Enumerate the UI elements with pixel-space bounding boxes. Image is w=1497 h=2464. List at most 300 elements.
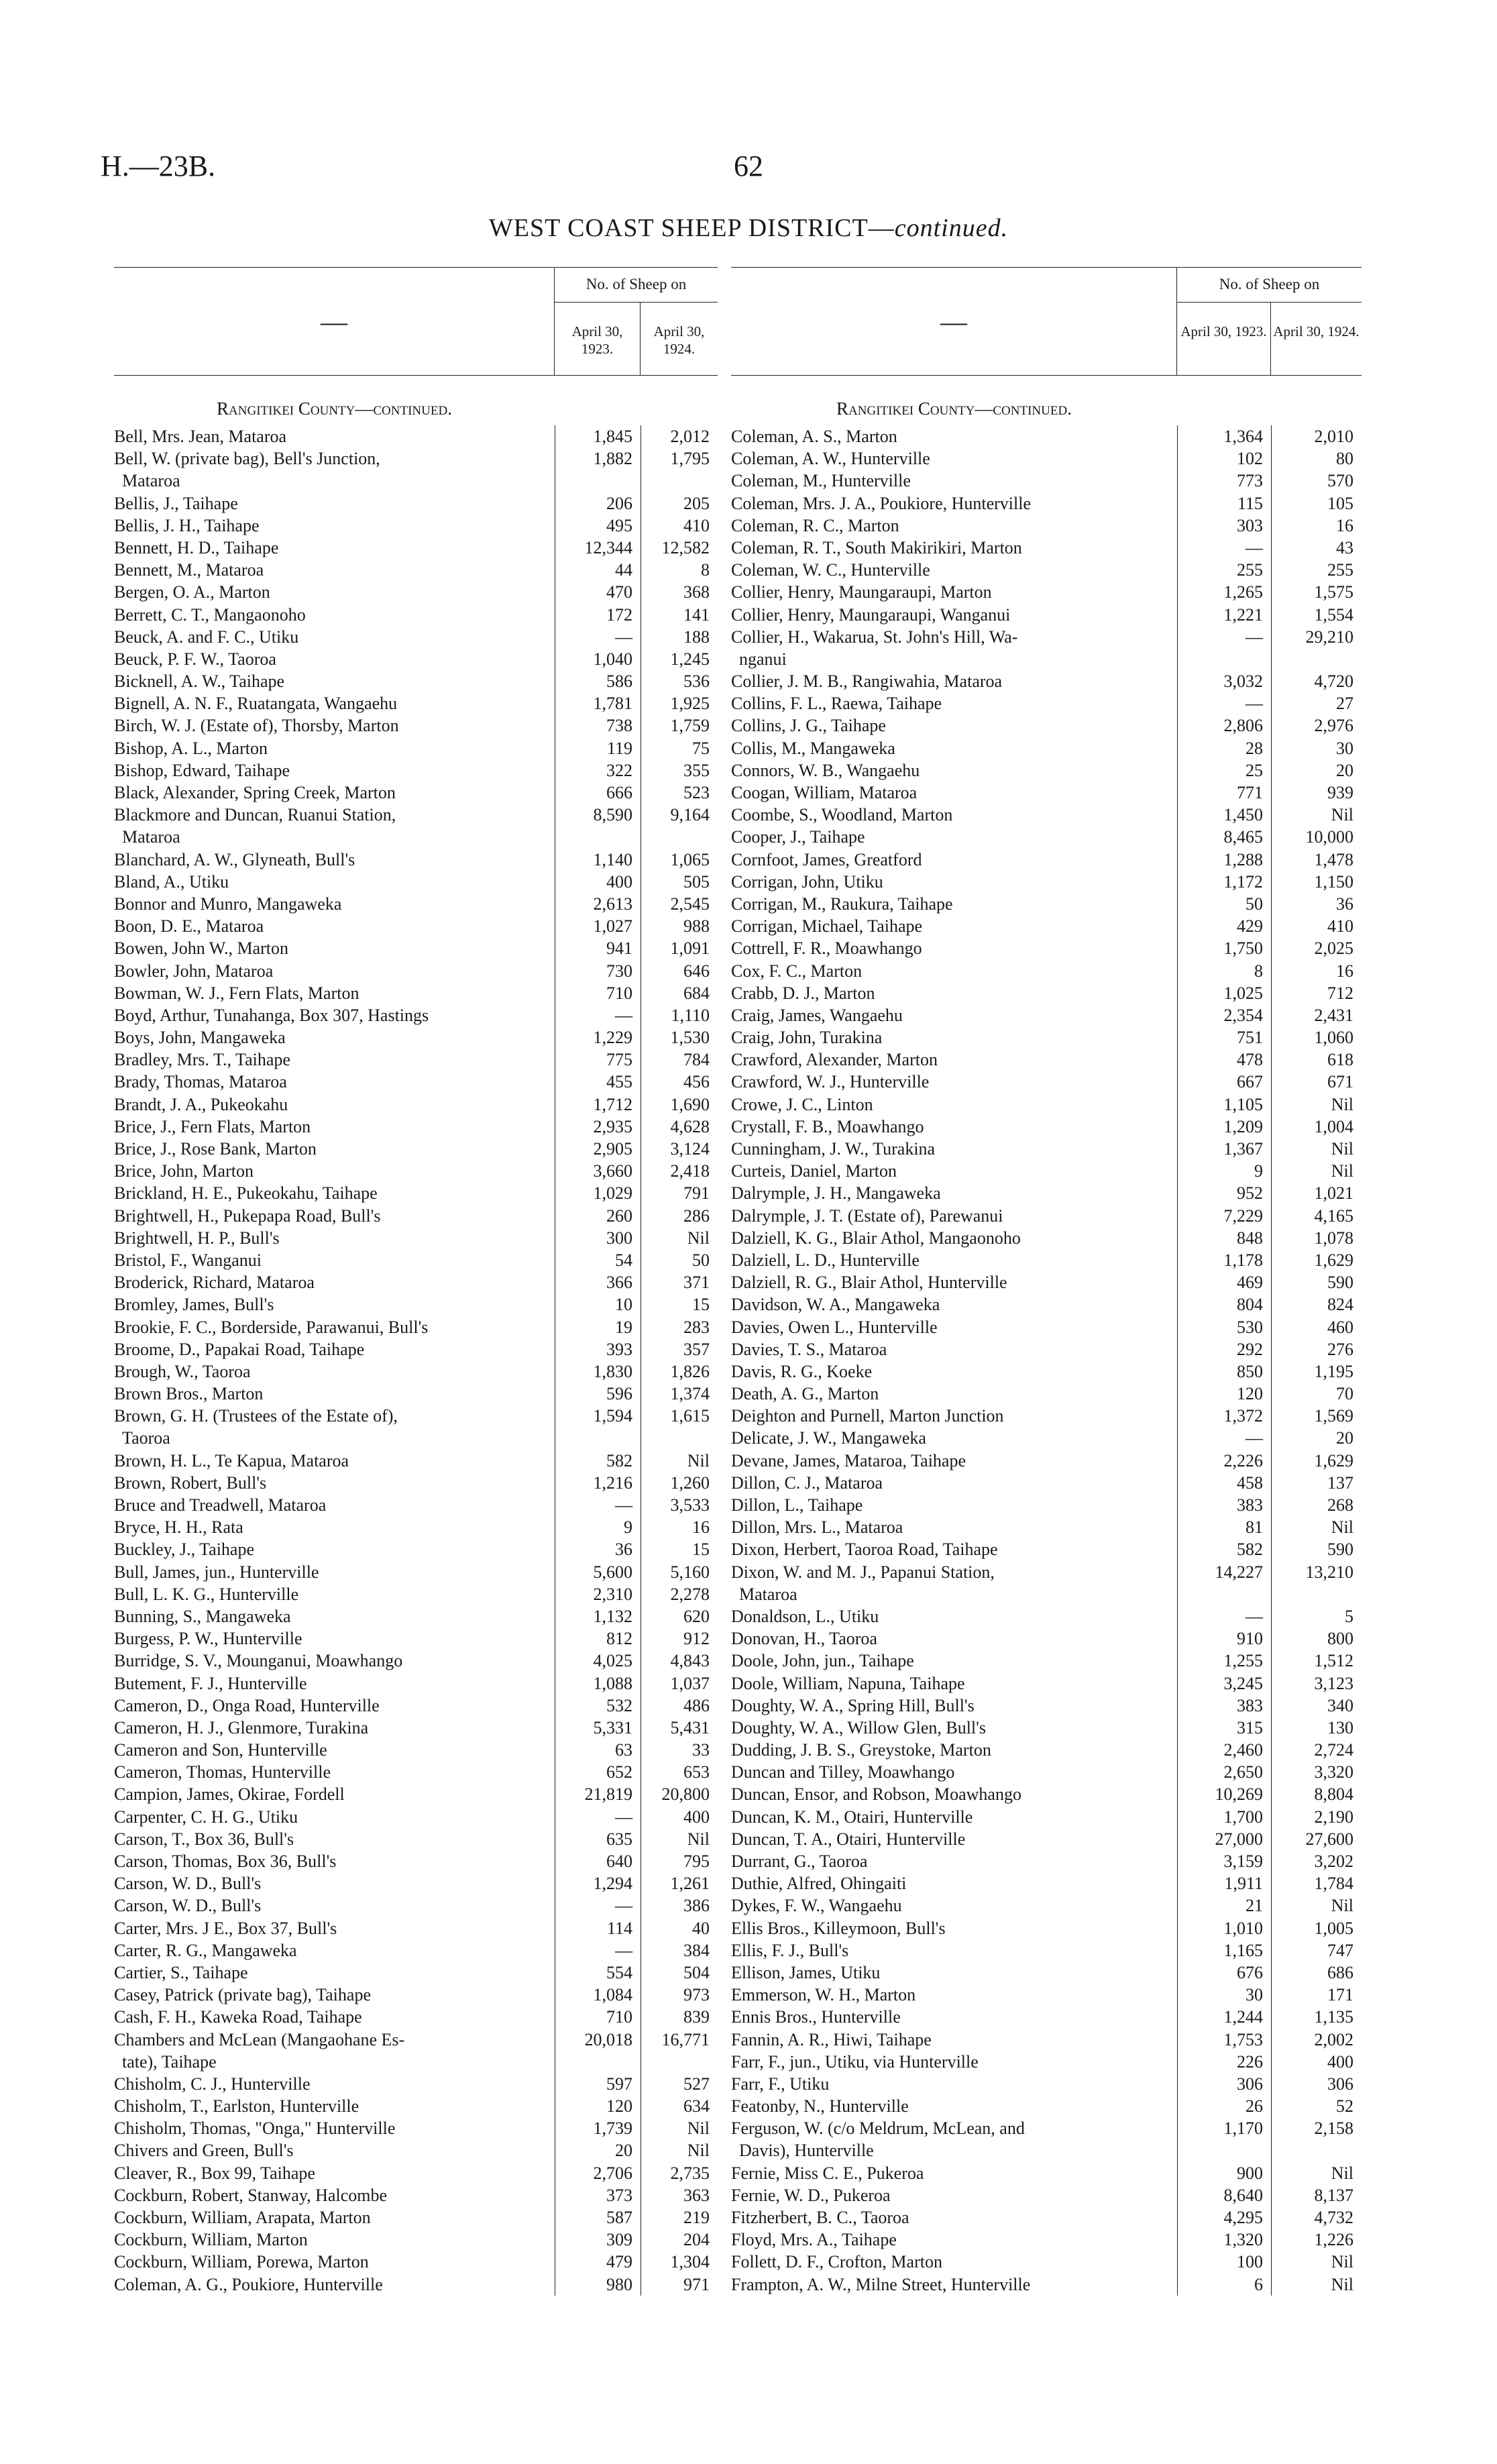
sheep-1923: 1,845: [555, 425, 641, 447]
sheep-1923: 1,105: [1177, 1093, 1271, 1116]
sheep-1924: 1,304: [641, 2251, 718, 2273]
owner-name: Follett, D. F., Crofton, Marton: [731, 2252, 942, 2272]
sheep-1923: 20,018: [555, 2029, 641, 2051]
table-row: [114, 1116, 718, 1138]
sheep-1924: 1,110: [641, 1004, 718, 1026]
sheep-1923: 1,830: [555, 1360, 641, 1383]
sheep-1923: 2,310: [555, 1583, 641, 1605]
sheep-1924: [1271, 648, 1362, 670]
owner-name: nganui: [739, 649, 787, 669]
table-row: [114, 1605, 718, 1627]
sheep-1923: 373: [555, 2184, 641, 2206]
sheep-1923: 100: [1177, 2251, 1271, 2273]
owner-name: Carter, Mrs. J E., Box 37, Bull's: [114, 1918, 337, 1938]
table-row: [114, 1293, 718, 1316]
sheep-1924: [1271, 1583, 1362, 1605]
table-row: [114, 737, 718, 759]
sheep-1924: 2,025: [1271, 937, 1362, 959]
owner-name: Fitzherbert, B. C., Taoroa: [731, 2208, 909, 2227]
table-row: [114, 1650, 718, 1672]
table-row: [731, 804, 1362, 826]
sheep-1923: 7,229: [1177, 1205, 1271, 1227]
table-row: [731, 849, 1362, 871]
sheep-1923: 115: [1177, 492, 1271, 515]
sheep-1924: 386: [641, 1894, 718, 1917]
owner-name: Dillon, Mrs. L., Mataroa: [731, 1517, 903, 1538]
owner-name: Duncan, K. M., Otairi, Hunterville: [731, 1807, 973, 1827]
sheep-1923: 458: [1177, 1472, 1271, 1494]
sheep-1924: 1,826: [641, 1360, 718, 1383]
sheep-1923: 393: [555, 1338, 641, 1360]
sheep-1924: 1,260: [641, 1472, 718, 1494]
owner-name: Chisholm, Thomas, "Onga," Hunterville: [114, 2119, 396, 2139]
sheep-1924: 2,190: [1271, 1806, 1362, 1828]
owner-name: Brough, W., Taoroa: [114, 1361, 251, 1381]
sheep-1923: 554: [555, 1962, 641, 1984]
table-row: [114, 1872, 718, 1894]
table-row: [731, 1093, 1362, 1116]
sheep-1924: 1,037: [641, 1672, 718, 1695]
table-row: [114, 1939, 718, 1962]
sheep-1923: 666: [555, 782, 641, 804]
owner-name: Cartier, S., Taihape: [114, 1962, 248, 1982]
owner-name: Cottrell, F. R., Moawhango: [731, 939, 922, 959]
sheep-1923: 292: [1177, 1338, 1271, 1360]
table-row: [731, 492, 1362, 515]
table-row: [731, 1472, 1362, 1494]
sheep-1924: 686: [1271, 1962, 1362, 1984]
header-sheep-count: No. of Sheep on: [555, 268, 718, 303]
owner-name: Bishop, A. L., Marton: [114, 738, 268, 758]
left-rows: [114, 425, 718, 2296]
sheep-1924: 486: [641, 1695, 718, 1717]
sheep-1923: 6: [1177, 2273, 1271, 2296]
table-row: [731, 1338, 1362, 1360]
sheep-1924: 1,060: [1271, 1026, 1362, 1049]
table-row: [114, 1739, 718, 1761]
sheep-1924: 137: [1271, 1472, 1362, 1494]
table-row: [114, 1783, 718, 1805]
sheep-1923: 172: [555, 604, 641, 626]
sheep-1924: 27: [1271, 692, 1362, 714]
sheep-1924: 2,724: [1271, 1739, 1362, 1761]
owner-name: Brown Bros., Marton: [114, 1384, 264, 1404]
sheep-1923: 530: [1177, 1316, 1271, 1338]
owner-name: Coleman, A. W., Hunterville: [731, 449, 930, 469]
sheep-1924: 410: [1271, 915, 1362, 937]
sheep-1923: 730: [555, 960, 641, 982]
owner-name: Collier, J. M. B., Rangiwahia, Mataroa: [731, 672, 1003, 692]
sheep-1923: 25: [1177, 759, 1271, 782]
owner-name: Dudding, J. B. S., Greystoke, Marton: [731, 1740, 991, 1760]
owner-name: Collier, Henry, Maungaraupi, Marton: [731, 582, 992, 602]
sheep-1924: 105: [1271, 492, 1362, 515]
owner-name: Dalziell, K. G., Blair Athol, Mangaonoho: [731, 1228, 1021, 1248]
sheep-1923: 2,706: [555, 2162, 641, 2184]
owner-name: Ellis, F. J., Bull's: [731, 1940, 849, 1960]
table-row: [731, 1138, 1362, 1160]
sheep-1924: 8: [641, 559, 718, 581]
table-row: [731, 2273, 1362, 2296]
sheep-1924: Nil: [1271, 1516, 1362, 1538]
sheep-1923: 804: [1177, 1293, 1271, 1316]
owner-name: Dillon, C. J., Mataroa: [731, 1472, 883, 1493]
sheep-1923: —: [555, 1004, 641, 1026]
owner-name: Ennis Bros., Hunterville: [731, 2007, 901, 2027]
owner-name: Doughty, W. A., Willow Glen, Bull's: [731, 1717, 986, 1737]
table-row: [114, 871, 718, 893]
table-row: [114, 1427, 718, 1449]
table-row: [114, 2117, 718, 2139]
owner-name: Boon, D. E., Mataroa: [114, 916, 264, 936]
table-row: [731, 1828, 1362, 1850]
sheep-1923: 640: [555, 1850, 641, 1872]
owner-name: Cunningham, J. W., Turakina: [731, 1139, 936, 1159]
owner-name: Dalziell, R. G., Blair Athol, Hunterville: [731, 1273, 1007, 1293]
owner-name: Bell, W. (private bag), Bell's Junction,: [114, 449, 380, 469]
sheep-1923: 775: [555, 1049, 641, 1071]
table-row: [114, 1962, 718, 1984]
sheep-1923: 4,025: [555, 1650, 641, 1672]
table-row: [114, 492, 718, 515]
owner-name: Floyd, Mrs. A., Taihape: [731, 2230, 897, 2250]
table-row: [731, 581, 1362, 603]
owner-name: Delicate, J. W., Mangaweka: [731, 1428, 926, 1448]
sheep-1923: 1,372: [1177, 1405, 1271, 1427]
sheep-1923: 751: [1177, 1026, 1271, 1049]
owner-name: Dixon, Herbert, Taoroa Road, Taihape: [731, 1540, 998, 1560]
sheep-1924: 456: [641, 1071, 718, 1093]
table-row: [731, 1316, 1362, 1338]
owner-name: Brookie, F. C., Borderside, Parawanui, Bull's: [114, 1317, 429, 1337]
table-row: [114, 2139, 718, 2161]
sheep-1923: 1,753: [1177, 2029, 1271, 2051]
owner-name: Cleaver, R., Box 99, Taihape: [114, 2163, 315, 2183]
sheep-1923: 1,255: [1177, 1650, 1271, 1672]
sheep-1923: 303: [1177, 515, 1271, 537]
sheep-1923: 1,450: [1177, 804, 1271, 826]
right-rows: [731, 425, 1362, 2296]
table-row: [731, 2162, 1362, 2184]
table-row: [731, 937, 1362, 959]
sheep-1923: 36: [555, 1538, 641, 1560]
header-1923: April 30, 1923.: [555, 303, 641, 375]
sheep-1924: 1,195: [1271, 1360, 1362, 1383]
sheep-1924: 1,374: [641, 1383, 718, 1405]
table-row: [114, 915, 718, 937]
table-row: [731, 2006, 1362, 2028]
sheep-1923: 1,178: [1177, 1249, 1271, 1271]
sheep-1923: 1,712: [555, 1093, 641, 1116]
owner-name: Bicknell, A. W., Taihape: [114, 672, 285, 692]
sheep-1923: 1,244: [1177, 2006, 1271, 2028]
sheep-1924: 130: [1271, 1717, 1362, 1739]
table-row: [731, 782, 1362, 804]
sheep-1923: 366: [555, 1271, 641, 1293]
sheep-1924: Nil: [1271, 1894, 1362, 1917]
owner-name: Bellis, J., Taihape: [114, 493, 238, 513]
sheep-1923: 1,781: [555, 692, 641, 714]
table-row: [731, 1293, 1362, 1316]
table-row: [114, 782, 718, 804]
table-row: [731, 1405, 1362, 1427]
table-row: [731, 1538, 1362, 1560]
page-identifier: H.—23B.: [101, 150, 216, 182]
table-row: [731, 1627, 1362, 1650]
table-row: [114, 1026, 718, 1049]
table-row: [114, 849, 718, 871]
table-row: [731, 1383, 1362, 1405]
sheep-1923: 9: [555, 1516, 641, 1538]
sheep-1924: 2,418: [641, 1160, 718, 1182]
sheep-1924: 4,843: [641, 1650, 718, 1672]
sheep-1923: 1,229: [555, 1026, 641, 1049]
table-row: [114, 604, 718, 626]
sheep-1923: 587: [555, 2206, 641, 2229]
sheep-1924: 276: [1271, 1338, 1362, 1360]
table-row: [114, 515, 718, 537]
sheep-1924: 620: [641, 1605, 718, 1627]
owner-name: Brown, Robert, Bull's: [114, 1472, 267, 1493]
section-heading: Rangitikei County—continued.: [836, 398, 1072, 419]
sheep-1923: 667: [1177, 1071, 1271, 1093]
sheep-1923: 2,935: [555, 1116, 641, 1138]
table-row: [114, 1271, 718, 1293]
table-row: [731, 537, 1362, 559]
sheep-1923: 1,882: [555, 447, 641, 470]
sheep-1924: 1,759: [641, 714, 718, 737]
table-row: [114, 447, 718, 470]
owner-name: Brightwell, H., Pukepapa Road, Bull's: [114, 1206, 381, 1226]
right-table: [731, 267, 1362, 2294]
table-row: [731, 626, 1362, 648]
table-row: [114, 425, 718, 447]
table-row: [114, 2251, 718, 2273]
owner-name: Bellis, J. H., Taihape: [114, 515, 260, 535]
sheep-1924: [1271, 2139, 1362, 2161]
owner-name: Crawford, Alexander, Marton: [731, 1050, 938, 1070]
table-row: [114, 2073, 718, 2095]
sheep-1924: 15: [641, 1538, 718, 1560]
sheep-1924: 283: [641, 1316, 718, 1338]
owner-name: Mataroa: [122, 471, 180, 491]
table-row: [731, 1494, 1362, 1516]
sheep-1924: 205: [641, 492, 718, 515]
sheep-1924: 3,124: [641, 1138, 718, 1160]
sheep-1924: 1,690: [641, 1093, 718, 1116]
owner-name: Brickland, H. E., Pukeokahu, Taihape: [114, 1183, 378, 1203]
table-row: [731, 1783, 1362, 1805]
table-row: [114, 670, 718, 692]
sheep-1924: 527: [641, 2073, 718, 2095]
sheep-1924: 1,261: [641, 1872, 718, 1894]
owner-name: Cockburn, Robert, Stanway, Halcombe: [114, 2185, 387, 2205]
table-row: [731, 1962, 1362, 1984]
table-row: [114, 1405, 718, 1427]
sheep-1924: 16,771: [641, 2029, 718, 2051]
sheep-1923: 383: [1177, 1695, 1271, 1717]
table-row: [731, 1360, 1362, 1383]
table-row: [731, 670, 1362, 692]
table-row: [114, 537, 718, 559]
owner-name: Burgess, P. W., Hunterville: [114, 1629, 302, 1649]
sheep-1924: 75: [641, 737, 718, 759]
owner-name: Collins, J. G., Taihape: [731, 716, 886, 736]
table-row: [731, 1160, 1362, 1182]
owner-name: Bell, Mrs. Jean, Mataroa: [114, 427, 287, 446]
sheep-1924: 43: [1271, 537, 1362, 559]
sheep-1924: 1,005: [1271, 1917, 1362, 1939]
table-row: [731, 1071, 1362, 1093]
sheep-1924: 4,165: [1271, 1205, 1362, 1227]
table-row: [731, 2251, 1362, 2273]
sheep-1924: Nil: [1271, 1093, 1362, 1116]
sheep-1923: [555, 470, 641, 492]
sheep-1924: 505: [641, 871, 718, 893]
sheep-1924: Nil: [1271, 804, 1362, 826]
table-row: [731, 982, 1362, 1004]
sheep-1923: 455: [555, 1071, 641, 1093]
owner-name: Chambers and McLean (Mangaohane Es-: [114, 2029, 405, 2049]
sheep-1924: 20: [1271, 1427, 1362, 1449]
table-row: [114, 2051, 718, 2073]
sheep-1923: 1,025: [1177, 982, 1271, 1004]
sheep-1923: 710: [555, 2006, 641, 2028]
table-row: [731, 1049, 1362, 1071]
sheep-1924: [641, 826, 718, 848]
owner-name: Durrant, G., Taoroa: [731, 1852, 868, 1871]
sheep-1924: 355: [641, 759, 718, 782]
sheep-1923: [555, 1427, 641, 1449]
owner-name: Curteis, Daniel, Marton: [731, 1161, 897, 1181]
table-row: [114, 1761, 718, 1783]
owner-name: Dixon, W. and M. J., Papanui Station,: [731, 1562, 995, 1582]
table-row: [114, 2184, 718, 2206]
header-1924: April 30, 1924.: [1273, 323, 1360, 339]
owner-name: Dillon, L., Taihape: [731, 1495, 863, 1515]
owner-name: Corrigan, John, Utiku: [731, 871, 883, 892]
owner-name: Butement, F. J., Hunterville: [114, 1673, 307, 1693]
sheep-1923: 120: [1177, 1383, 1271, 1405]
sheep-1924: 712: [1271, 982, 1362, 1004]
owner-name: Ferguson, W. (c/o Meldrum, McLean, and: [731, 2119, 1025, 2139]
sheep-1923: 738: [555, 714, 641, 737]
sheep-1923: 1,165: [1177, 1939, 1271, 1962]
owner-name: Boyd, Arthur, Tunahanga, Box 307, Hastings: [114, 1005, 429, 1025]
sheep-1923: 114: [555, 1917, 641, 1939]
owner-name: Farr, F., Utiku: [731, 2074, 830, 2094]
table-row: [731, 1739, 1362, 1761]
sheep-1924: 80: [1271, 447, 1362, 470]
sheep-1924: 29,210: [1271, 626, 1362, 648]
document-title: [0, 213, 1497, 243]
sheep-1923: 306: [1177, 2073, 1271, 2095]
sheep-1923: 597: [555, 2073, 641, 2095]
table-row: [114, 1627, 718, 1650]
sheep-1924: 795: [641, 1850, 718, 1872]
sheep-1924: 1,784: [1271, 1872, 1362, 1894]
sheep-1923: 27,000: [1177, 1828, 1271, 1850]
table-row: [114, 1205, 718, 1227]
owner-name: Black, Alexander, Spring Creek, Marton: [114, 783, 396, 802]
table-row: [731, 1695, 1362, 1717]
table-row: [114, 2006, 718, 2028]
owner-name: Bruce and Treadwell, Mataroa: [114, 1495, 327, 1515]
sheep-1924: 1,925: [641, 692, 718, 714]
sheep-1923: 10,269: [1177, 1783, 1271, 1805]
owner-name: Campion, James, Okirae, Fordell: [114, 1784, 345, 1805]
sheep-1923: 102: [1177, 447, 1271, 470]
sheep-1924: 219: [641, 2206, 718, 2229]
table-row: [114, 1249, 718, 1271]
sheep-1923: 1,294: [555, 1872, 641, 1894]
owner-name: Brandt, J. A., Pukeokahu: [114, 1094, 288, 1114]
sheep-1923: 941: [555, 937, 641, 959]
sheep-1923: 12,344: [555, 537, 641, 559]
sheep-1924: 460: [1271, 1316, 1362, 1338]
sheep-1924: 20: [1271, 759, 1362, 782]
table-row: [731, 1182, 1362, 1204]
sheep-1924: 2,545: [641, 893, 718, 915]
sheep-1923: 322: [555, 759, 641, 782]
table-row: [731, 1939, 1362, 1962]
sheep-1923: 255: [1177, 559, 1271, 581]
sheep-1923: 470: [555, 581, 641, 603]
sheep-1924: 20,800: [641, 1783, 718, 1805]
owner-name: Coogan, William, Mataroa: [731, 783, 918, 802]
owner-name: Devane, James, Mataroa, Taihape: [731, 1450, 966, 1470]
sheep-1923: 19: [555, 1316, 641, 1338]
table-row: [114, 1494, 718, 1516]
page-number: 62: [734, 150, 763, 182]
owner-name: Coleman, A. G., Poukiore, Hunterville: [114, 2274, 383, 2294]
sheep-1924: [641, 470, 718, 492]
sheep-1923: 1,132: [555, 1605, 641, 1627]
owner-name: Coleman, R. C., Marton: [731, 515, 899, 535]
sheep-1923: 1,010: [1177, 1917, 1271, 1939]
owner-name: Corrigan, Michael, Taihape: [731, 916, 923, 936]
sheep-1924: 653: [641, 1761, 718, 1783]
owner-name: Blanchard, A. W., Glyneath, Bull's: [114, 849, 355, 869]
sheep-1923: 5,600: [555, 1561, 641, 1583]
table-row: [114, 626, 718, 648]
sheep-1924: Nil: [1271, 1160, 1362, 1182]
table-row: [114, 2162, 718, 2184]
table-row: [114, 692, 718, 714]
owner-name: Bishop, Edward, Taihape: [114, 760, 290, 780]
owner-name: Bignell, A. N. F., Ruatangata, Wangaehu: [114, 694, 398, 714]
owner-name: Frampton, A. W., Milne Street, Hunterville: [731, 2274, 1031, 2294]
sheep-1923: —: [555, 1806, 641, 1828]
sheep-1924: 1,135: [1271, 2006, 1362, 2028]
sheep-1923: 3,159: [1177, 1850, 1271, 1872]
sheep-1923: —: [1177, 1605, 1271, 1627]
table-row: [731, 470, 1362, 492]
table-row: [114, 1138, 718, 1160]
table-row: [114, 1695, 718, 1717]
owner-name: Fernie, Miss C. E., Pukeroa: [731, 2163, 924, 2183]
sheep-1923: 26: [1177, 2095, 1271, 2117]
sheep-1923: 9: [1177, 1160, 1271, 1182]
sheep-1923: 2,226: [1177, 1450, 1271, 1472]
table-row: [731, 1605, 1362, 1627]
sheep-1924: 4,732: [1271, 2206, 1362, 2229]
sheep-1924: 1,478: [1271, 849, 1362, 871]
sheep-1923: 1,088: [555, 1672, 641, 1695]
table-row: [731, 692, 1362, 714]
owner-name: Carson, W. D., Bull's: [114, 1896, 262, 1916]
owner-name: Bull, James, jun., Hunterville: [114, 1562, 319, 1582]
